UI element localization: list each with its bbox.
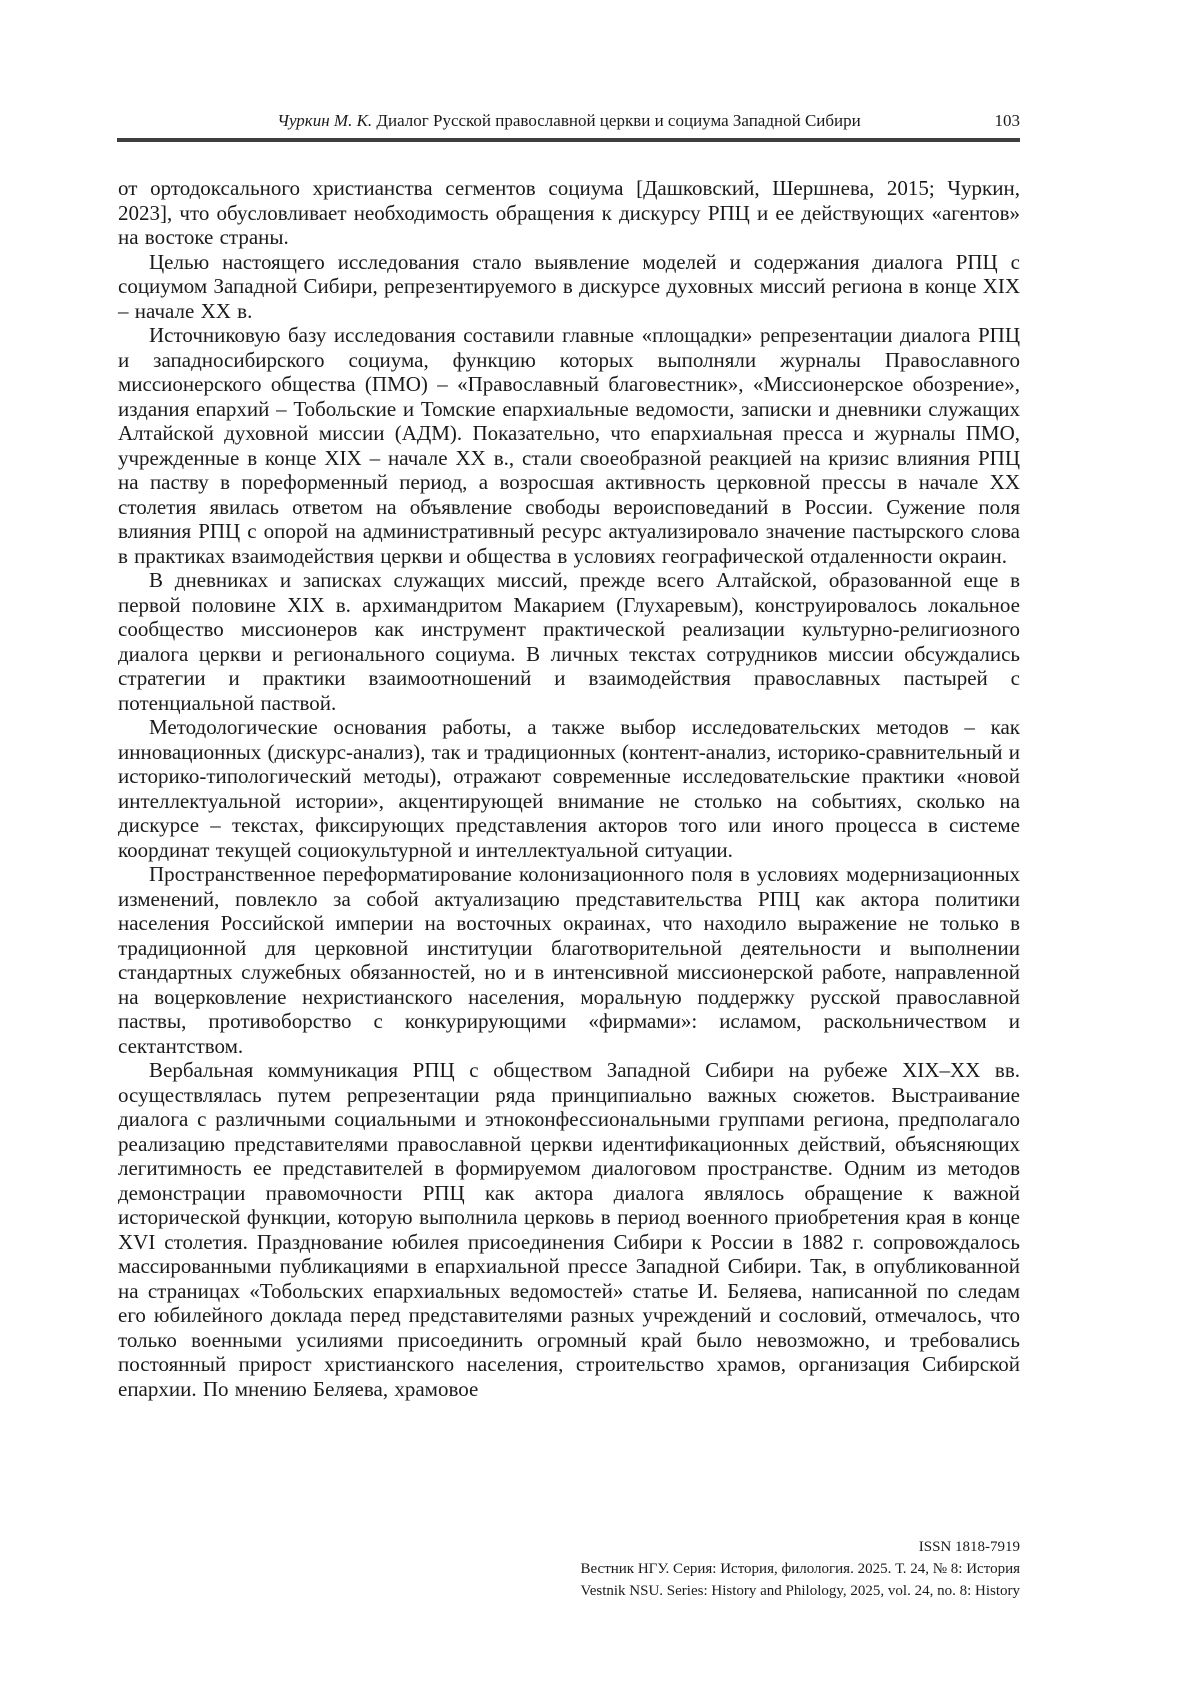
page-footer [320, 1536, 1020, 1602]
running-head-article-title: Диалог Русской православной церкви и социума Западной Сибири [376, 111, 861, 130]
body-paragraph: Пространственное переформатирование колонизационного поля в условиях модернизационных изменений, повлекло за собой актуализацию представительства РПЦ как актора политики населения Российской империи на восточных окраинах, что находило выражение не только в традиционной для церковной институции благотворительной деятельности и выполнении стандартных служебных обязанностей, но и в интенсивной миссионерской работе, направленной на воцерковление нехристианского населения, моральную поддержку русской православной паствы, противоборство с конкурирующими «фирмами»: исламом, раскольничеством и сектантством. [118, 862, 1020, 1058]
running-head-author: Чуркин М. К. [277, 111, 373, 130]
running-head-title [277, 108, 860, 134]
header-double-rule [117, 138, 1020, 142]
footer-issn: ISSN 1818-7919 [918, 1539, 1020, 1555]
running-head [118, 108, 1020, 134]
page-number: 103 [994, 111, 1020, 130]
footer-journal-line-ru: Вестник НГУ. Серия: История, филология. 2025. Т. 24, № 8: История [580, 1561, 1020, 1577]
body-paragraph: Источниковую базу исследования составили главные «площадки» репрезентации диалога РПЦ и западносибирского социума, функцию которых выполняли журналы Православного миссионерского общества (ПМО) – «Православный благовестник», «Миссионерское обозрение», издания епархий – Тобольские и Томские епархиальные ведомости, записки и дневники служащих Алтайской духовной миссии (АДМ). Показательно, что епархиальная пресса и журналы ПМО, учрежденные в конце XIX – начале XX в., стали своеобразной реакцией на кризис влияния РПЦ на паству в пореформенный период, а возросшая активность церковной прессы в начале XX столетия явилась ответом на объявление свободы вероисповеданий в России. Сужение поля влияния РПЦ с опорой на административный ресурс актуализировало значение пастырского слова в практиках взаимодействия церкви и общества в условиях географической отдаленности окраин. [118, 323, 1020, 568]
body-paragraph: Целью настоящего исследования стало выявление моделей и содержания диалога РПЦ с социумом Западной Сибири, репрезентируемого в дискурсе духовных миссий региона в конце XIX – начале XX в. [118, 249, 1020, 323]
body-paragraph: Методологические основания работы, а также выбор исследовательских методов – как инновационных (дискурс-анализ), так и традиционных (контент-анализ, историко-сравнительный и историко-типологический методы), отражают современные исследовательские практики «новой интеллектуальной истории», акцентирующей внимание не столько на событиях, сколько на дискурсе – текстах, фиксирующих представления акторов того или иного процесса в системе координат текущей социокультурной и интеллектуальной ситуации. [118, 715, 1020, 862]
body-paragraph: Вербальная коммуникация РПЦ с обществом Западной Сибири на рубеже XIX–XX вв. осуществлялась путем репрезентации ряда принципиально важных сюжетов. Выстраивание диалога с различными социальными и этноконфессиональными группами региона, предполагало реализацию представителями православной церкви идентификационных действий, объясняющих легитимность ее представителей в формируемом диалоговом пространстве. Одним из методов демонстрации правомочности РПЦ как актора диалога являлось обращение к важной исторической функции, которую выполнила церковь в период военного приобретения края в конце XVI столетия. Празднование юбилея присоединения Сибири к России в 1882 г. сопровождалось массированными публикациями в епархиальной прессе Западной Сибири. Так, в опубликованной на страницах «Тобольских епархиальных ведомостей» статье И. Беляева, написанной по следам его юбилейного доклада перед представителями разных учреждений и сословий, отмечалось, что только военными усилиями присоединить огромный край было невозможно, и требовались постоянный прирост христианского населения, строительство храмов, организация Сибирской епархии. По мнению Беляева, храмовое [118, 1058, 1020, 1401]
footer-journal-line-en: Vestnik NSU. Series: History and Philology, 2025, vol. 24, no. 8: History [580, 1583, 1020, 1599]
article-body [118, 176, 1020, 1401]
body-paragraph: В дневниках и записках служащих миссий, прежде всего Алтайской, образованной еще в первой половине XIX в. архимандритом Макарием (Глухаревым), конструировалось локальное сообщество миссионеров как инструмент практической реализации культурно-религиозного диалога церкви и регионального социума. В личных текстах сотрудников миссии обсуждались стратегии и практики взаимоотношений и взаимодействия православных пастырей с потенциальной паствой. [118, 568, 1020, 715]
body-paragraph: от ортодоксального христианства сегментов социума [Дашковский, Шершнева, 2015; Чуркин, 2023], что обусловливает необходимость обращения к дискурсу РПЦ и ее действующих «агентов» на востоке страны. [118, 176, 1020, 249]
